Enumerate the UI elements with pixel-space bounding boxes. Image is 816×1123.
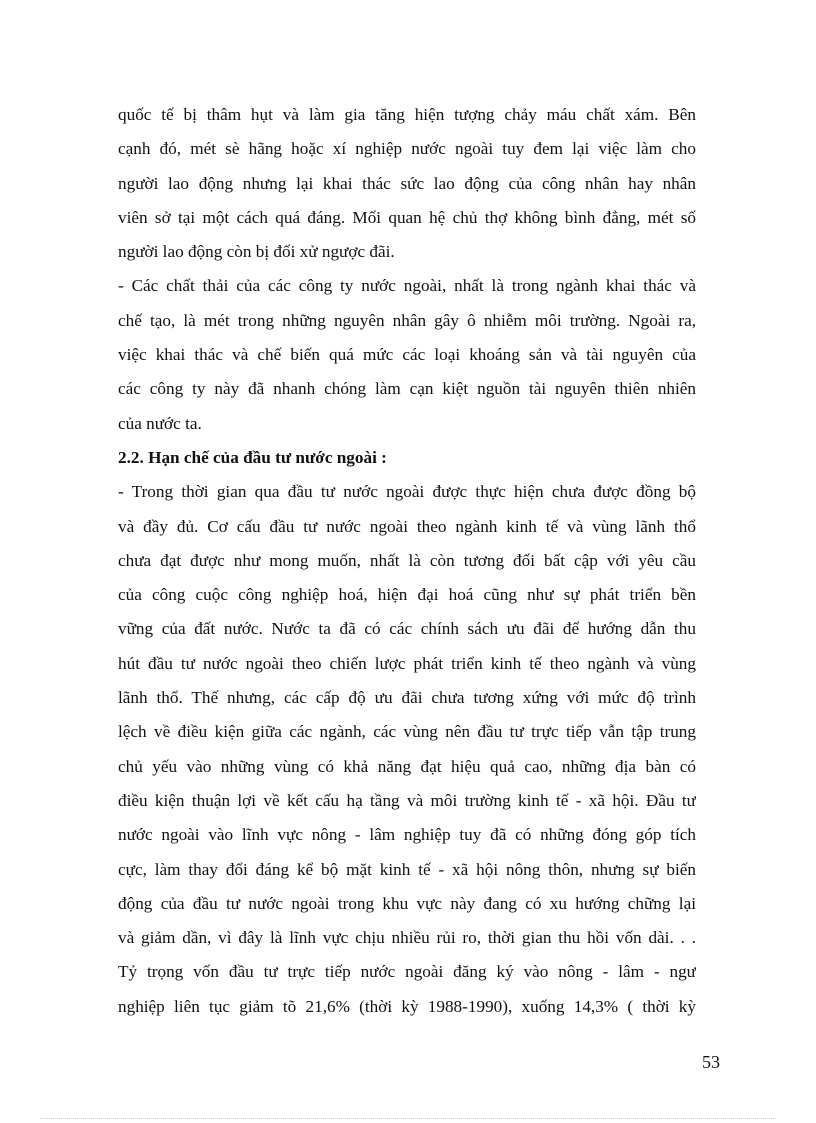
text-line: - Các chất thải của các công ty nước ngoài, nhất là trong ngành khai thác và	[118, 276, 696, 296]
text-line: và giảm dần, vì đây là lĩnh vực chịu nhiều rủi ro, thời gian thu hồi vốn dài. . .	[118, 928, 696, 948]
text-line: vững của đất nước. Nước ta đã có các chính sách ưu đãi để hướng dẫn thu	[118, 619, 696, 639]
text-line: động của đầu tư nước ngoài trong khu vực này đang có xu hướng chững lại	[118, 893, 696, 913]
text-line: các công ty này đã nhanh chóng làm cạn kiệt nguồn tài nguyên thiên nhiên	[118, 379, 696, 399]
text-line: chế tạo, là mét trong những nguyên nhân gây ô nhiễm môi trường. Ngoài ra,	[118, 310, 696, 330]
text-line: nước ngoài vào lĩnh vực nông - lâm nghiệp tuy đã có những đóng góp tích	[118, 825, 696, 845]
text-line: của nước ta.	[118, 413, 202, 433]
text-line: nghiệp liên tục giảm tõ 21,6% (thời kỳ 1988-1990), xuống 14,3% ( thời kỳ	[118, 996, 696, 1016]
text-line: hút đầu tư nước ngoài theo chiến lược phát triển kinh tế theo ngành và vùng	[118, 653, 696, 673]
text-line: cạnh đó, mét sè hãng hoặc xí nghiệp nước ngoài tuy đem lại việc làm cho	[118, 139, 696, 159]
text-line: và đầy đủ. Cơ cấu đầu tư nước ngoài theo ngành kinh tế và vùng lãnh thổ	[118, 516, 696, 536]
page-bottom-divider	[40, 1118, 776, 1119]
text-line: quốc tế bị thâm hụt và làm gia tăng hiện tượng chảy máu chất xám. Bên	[118, 105, 696, 124]
text-line: của công cuộc công nghiệp hoá, hiện đại hoá cũng như sự phát triển bền	[118, 585, 696, 605]
text-line: điều kiện thuận lợi về kết cấu hạ tầng và môi trường kinh tế - xã hội. Đầu tư	[118, 790, 696, 810]
text-line: lãnh thổ. Thế nhưng, các cấp độ ưu đãi chưa tương xứng với mức độ trình	[118, 688, 696, 708]
text-line: việc khai thác và chế biến quá mức các loại khoáng sản và tài nguyên của	[118, 345, 696, 365]
page-number: 53	[702, 1052, 720, 1072]
text-line: chủ yếu vào những vùng có khả năng đạt hiệu quả cao, những địa bàn có	[118, 756, 696, 776]
body-text	[118, 98, 696, 1024]
section-heading: 2.2. Hạn chế của đầu tư nước ngoài :	[118, 447, 387, 467]
text-line: người lao động còn bị đối xử ngược đãi.	[118, 242, 395, 262]
text-line: người lao động nhưng lại khai thác sức lao động của công nhân hay nhân	[118, 173, 696, 193]
text-line: viên sở tại một cách quá đáng. Mối quan hệ chủ thợ không bình đẳng, mét số	[118, 207, 696, 227]
text-line: Tỷ trọng vốn đầu tư trực tiếp nước ngoài đăng ký vào nông - lâm - ngư	[118, 962, 696, 982]
text-line: chưa đạt được như mong muốn, nhất là còn tương đối bất cập với yêu cầu	[118, 550, 696, 570]
text-line: - Trong thời gian qua đầu tư nước ngoài được thực hiện chưa được đồng bộ	[118, 482, 696, 502]
text-line: lệch về điều kiện giữa các ngành, các vùng nên đầu tư trực tiếp vẫn tập trung	[118, 722, 696, 742]
text-line: cực, làm thay đổi đáng kể bộ mặt kinh tế - xã hội nông thôn, nhưng sự biến	[118, 859, 696, 879]
